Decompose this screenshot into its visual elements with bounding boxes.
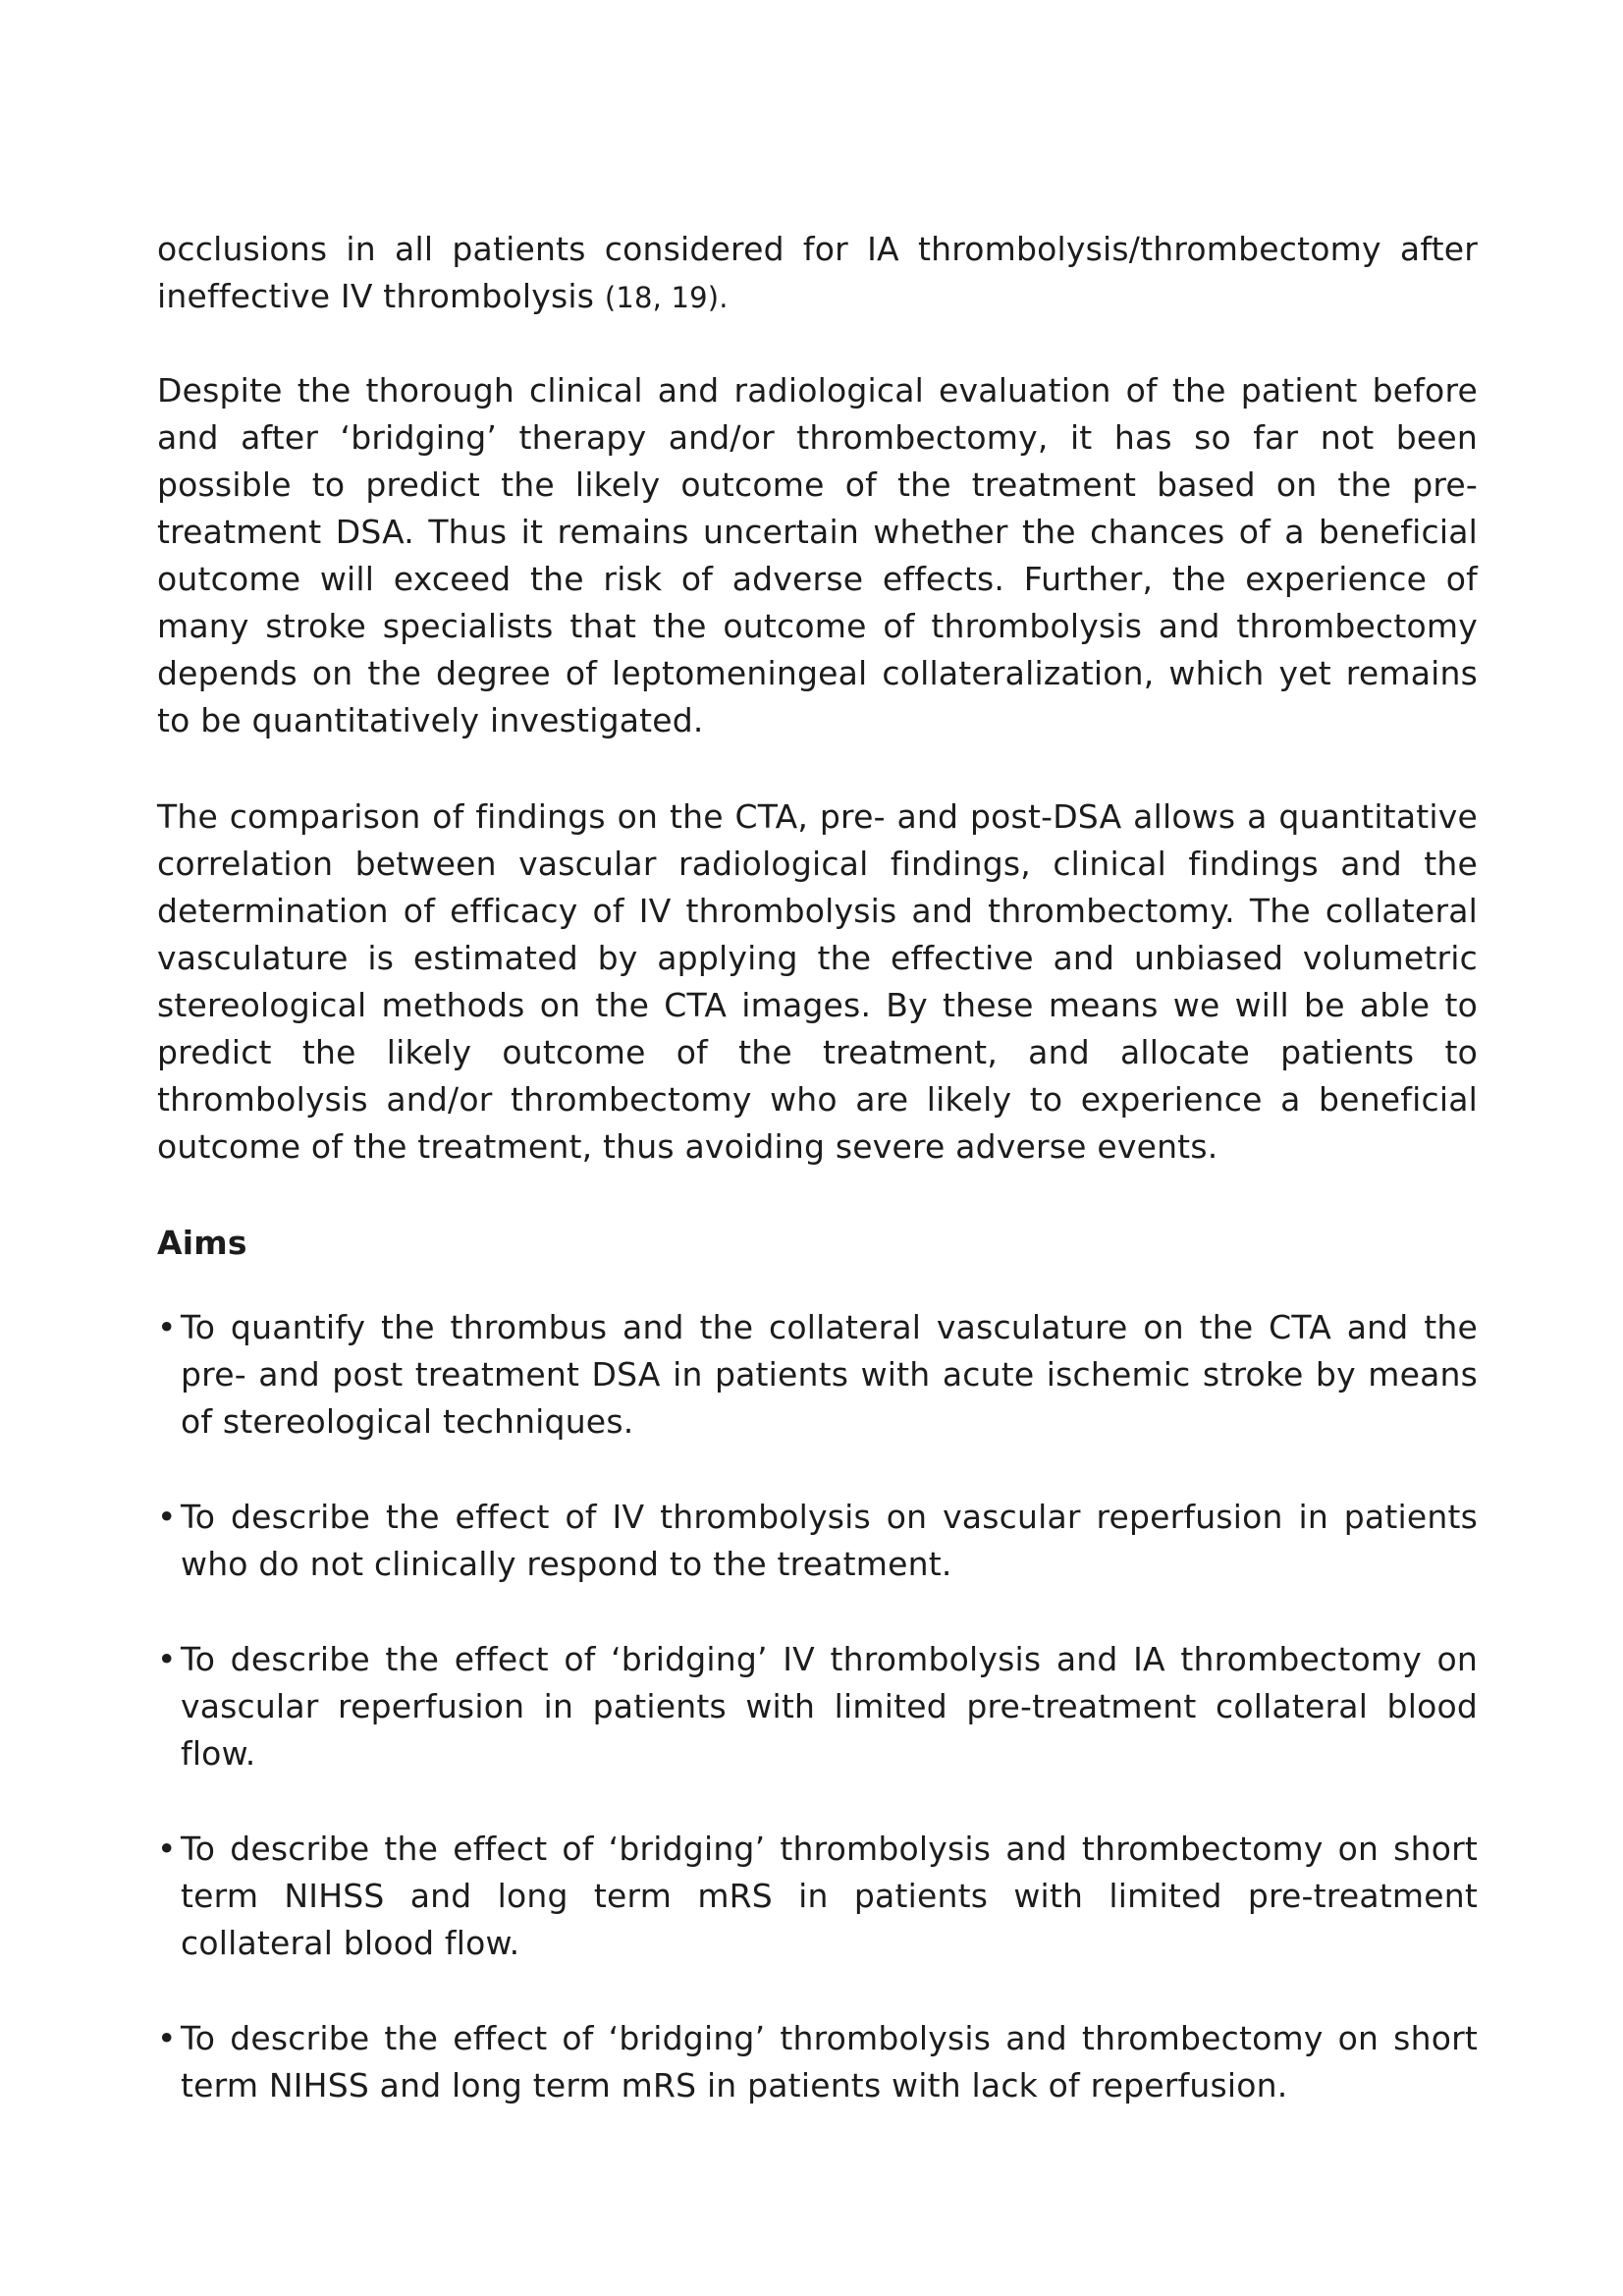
bullet-icon: •	[157, 1308, 177, 1346]
citation-18-19: (18, 19).	[604, 281, 729, 314]
bullet-icon: •	[157, 1498, 177, 1536]
bullet-icon: •	[157, 2019, 177, 2057]
aim-item-text: To describe the effect of IV thrombolysis on vascular reperfusion in patients who do not clinically respond to the treatment.	[181, 1498, 1478, 1583]
bullet-icon: •	[157, 1830, 177, 1868]
aims-list	[157, 1304, 1478, 2109]
paragraph-occlusions-text: occlusions in all patients considered for IA thrombolysis/thrombectomy after ineffective IV thrombolysis	[157, 230, 1478, 315]
aim-item-text: To describe the effect of ‘bridging’ thrombolysis and thrombectomy on short term NIHSS and long term mRS in patients with limited pre-treatment collateral blood flow.	[181, 1830, 1478, 1962]
bullet-icon: •	[157, 1640, 177, 1678]
aim-item-text: To describe the effect of ‘bridging’ IV thrombolysis and IA thrombectomy on vascular reperfusion in patients with limited pre-treatment collateral blood flow.	[181, 1640, 1478, 1773]
aim-item-1	[157, 1304, 1478, 1446]
paragraph-occlusions	[157, 226, 1478, 321]
aim-item-2	[157, 1494, 1478, 1588]
aims-heading: Aims	[157, 1224, 247, 1262]
aim-item-text: To describe the effect of ‘bridging’ thrombolysis and thrombectomy on short term NIHSS and long term mRS in patients with lack of reperfusion.	[181, 2019, 1478, 2105]
aim-item-text: To quantify the thrombus and the collateral vasculature on the CTA and the pre- and post treatment DSA in patients with acute ischemic stroke by means of stereological techniques.	[181, 1308, 1478, 1441]
aim-item-4	[157, 1826, 1478, 1967]
aim-item-5	[157, 2015, 1478, 2109]
aim-item-3	[157, 1636, 1478, 1777]
paragraph-comparison: The comparison of findings on the CTA, pre- and post-DSA allows a quantitative correlation between vascular radiological findings, clinical findings and the determination of efficacy of IV thrombolysis and thrombectomy. The collateral vasculature is estimated by applying the effective and unbiased volumetric stereological methods on the CTA images. By these means we will be able to predict the likely outcome of the treatment, and allocate patients to thrombolysis and/or thrombectomy who are likely to experience a beneficial outcome of the treatment, thus avoiding severe adverse events.	[157, 797, 1478, 1166]
paragraph-despite: Despite the thorough clinical and radiological evaluation of the patient before and after ‘bridging’ therapy and/or thrombectomy, it has so far not been possible to predict the likely outcome of the treatment based on the pre-treatment DSA. Thus it remains uncertain whether the chances of a beneficial outcome will exceed the risk of adverse effects. Further, the experience of many stroke specialists that the outcome of thrombolysis and thrombectomy depends on the degree of leptomeningeal collateralization, which yet remains to be quantitatively investigated.	[157, 371, 1478, 739]
document-page	[157, 226, 1478, 2158]
